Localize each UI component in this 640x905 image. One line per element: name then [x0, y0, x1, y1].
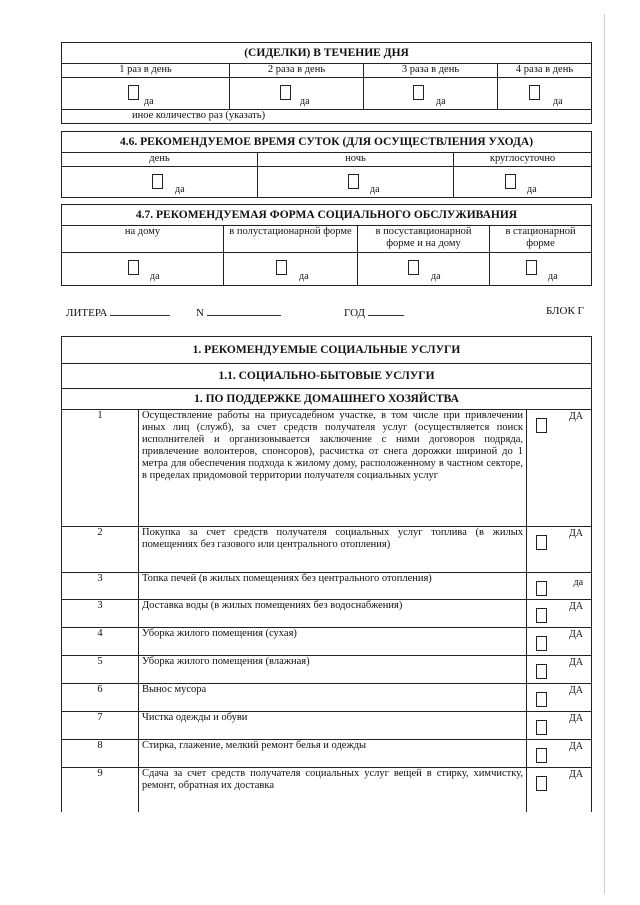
row-number: 1 — [62, 410, 139, 527]
yes-label: да — [573, 577, 584, 588]
yes-label: ДА — [568, 601, 584, 612]
time-table — [61, 131, 592, 198]
checkbox[interactable] — [128, 85, 139, 100]
yes-label: ДА — [568, 741, 584, 752]
care-cell-3 — [364, 78, 498, 110]
n-field — [196, 305, 281, 319]
checkbox[interactable] — [152, 174, 163, 189]
time-option-night: ночь — [258, 153, 454, 167]
checkbox[interactable] — [536, 636, 547, 651]
care-option-1: 1 раз в день — [62, 64, 230, 78]
yes-label: да — [300, 96, 310, 107]
block-label: БЛОК Г — [546, 305, 584, 317]
time-option-day: день — [62, 153, 258, 167]
checkbox[interactable] — [529, 85, 540, 100]
table-row — [62, 628, 592, 656]
row-number: 5 — [62, 656, 139, 684]
yes-label: ДА — [568, 629, 584, 640]
n-input[interactable] — [207, 305, 281, 316]
checkbox[interactable] — [536, 608, 547, 623]
checkbox[interactable] — [536, 418, 547, 433]
year-field — [344, 305, 404, 319]
row-check — [527, 573, 592, 600]
yes-label: да — [299, 271, 309, 282]
row-text: Осуществление работы на приусадебном участке, в том числе при привлечении иных лиц (служб), за счет средств получателя услуг (осуществляется поиск исполнителей и организовывается заключение с ними договоров подряда, привлечение волонтеров, спонсоров), расчистка от снега дорожки шириной до 1 метра для обеспечения подхода к жилому дому, расположенному в частном секторе, в пределах придомовой территории получателя социальных услуг — [139, 410, 527, 527]
checkbox[interactable] — [526, 260, 537, 275]
yes-label: ДА — [568, 685, 584, 696]
row-text: Топка печей (в жилых помещениях без центрального отопления) — [139, 573, 527, 600]
yes-label: да — [553, 96, 563, 107]
care-cell-4 — [498, 78, 592, 110]
table-row — [62, 768, 592, 813]
form-option-stationary: в стационарной форме — [490, 226, 592, 253]
page-edge-line — [604, 14, 605, 894]
row-check — [527, 740, 592, 768]
checkbox[interactable] — [536, 535, 547, 550]
row-number: 6 — [62, 684, 139, 712]
row-text: Вынос мусора — [139, 684, 527, 712]
litera-input[interactable] — [110, 305, 170, 316]
row-text: Уборка жилого помещения (сухая) — [139, 628, 527, 656]
care-option-3: 3 раза в день — [364, 64, 498, 78]
table-row — [62, 712, 592, 740]
row-check — [527, 684, 592, 712]
checkbox[interactable] — [413, 85, 424, 100]
services-heading-3: 1. ПО ПОДДЕРЖКЕ ДОМАШНЕГО ХОЗЯЙСТВА — [62, 389, 592, 410]
table-row — [62, 740, 592, 768]
care-cell-1 — [62, 78, 230, 110]
checkbox[interactable] — [408, 260, 419, 275]
checkbox[interactable] — [280, 85, 291, 100]
form-option-poststationary: в посуставционарной форме и на дому — [358, 226, 490, 253]
services-table — [61, 336, 592, 812]
checkbox[interactable] — [276, 260, 287, 275]
row-text: Доставка воды (в жилых помещениях без водоснабжения) — [139, 600, 527, 628]
care-option-4: 4 раза в день — [498, 64, 592, 78]
care-other: иное количество раз (указать) — [62, 110, 592, 124]
checkbox[interactable] — [536, 581, 547, 596]
row-check — [527, 712, 592, 740]
form-table — [61, 204, 592, 286]
form-title: 4.7. РЕКОМЕНДУЕМАЯ ФОРМА СОЦИАЛЬНОГО ОБСЛУЖИВАНИЯ — [62, 205, 592, 226]
row-number: 3 — [62, 573, 139, 600]
yes-label: да — [527, 184, 537, 195]
yes-label: да — [431, 271, 441, 282]
care-cell-2 — [230, 78, 364, 110]
time-cell-24h — [454, 167, 592, 198]
n-label: N — [196, 307, 204, 319]
form-cell-stationary — [490, 253, 592, 286]
row-check — [527, 628, 592, 656]
care-frequency-table — [61, 42, 592, 124]
services-heading-1: 1. РЕКОМЕНДУЕМЫЕ СОЦИАЛЬНЫЕ УСЛУГИ — [62, 337, 592, 364]
checkbox[interactable] — [536, 692, 547, 707]
litera-label: ЛИТЕРА — [66, 307, 108, 319]
table-row — [62, 527, 592, 573]
time-option-24h: круглосуточно — [454, 153, 592, 167]
row-check — [527, 527, 592, 573]
row-check — [527, 656, 592, 684]
form-cell-home — [62, 253, 224, 286]
yes-label: ДА — [568, 769, 584, 780]
checkbox[interactable] — [536, 776, 547, 791]
row-check — [527, 600, 592, 628]
care-title: (СИДЕЛКИ) В ТЕЧЕНИЕ ДНЯ — [62, 43, 592, 64]
table-row — [62, 656, 592, 684]
form-cell-poststationary — [358, 253, 490, 286]
checkbox[interactable] — [536, 720, 547, 735]
yes-label: ДА — [568, 657, 584, 668]
table-row — [62, 410, 592, 527]
year-label: ГОД — [344, 307, 365, 319]
table-row — [62, 573, 592, 600]
yes-label: да — [175, 184, 185, 195]
row-text: Чистка одежды и обуви — [139, 712, 527, 740]
checkbox[interactable] — [536, 664, 547, 679]
yes-label: да — [548, 271, 558, 282]
row-number: 3 — [62, 600, 139, 628]
yes-label: да — [370, 184, 380, 195]
row-number: 4 — [62, 628, 139, 656]
checkbox[interactable] — [536, 748, 547, 763]
yes-label: ДА — [568, 713, 584, 724]
time-title: 4.6. РЕКОМЕНДУЕМОЕ ВРЕМЯ СУТОК (ДЛЯ ОСУЩЕСТВЛЕНИЯ УХОДА) — [62, 132, 592, 153]
row-number: 2 — [62, 527, 139, 573]
form-option-semistationary: в полустационарной форме — [224, 226, 358, 253]
table-row — [62, 684, 592, 712]
litera-field — [66, 305, 170, 319]
form-cell-semistationary — [224, 253, 358, 286]
row-check — [527, 768, 592, 813]
row-number: 9 — [62, 768, 139, 813]
row-check — [527, 410, 592, 527]
year-input[interactable] — [368, 305, 404, 316]
checkbox[interactable] — [128, 260, 139, 275]
checkbox[interactable] — [348, 174, 359, 189]
time-cell-day — [62, 167, 258, 198]
row-text: Стирка, глажение, мелкий ремонт белья и одежды — [139, 740, 527, 768]
yes-label: да — [150, 271, 160, 282]
table-row — [62, 600, 592, 628]
care-option-2: 2 раза в день — [230, 64, 364, 78]
row-text: Покупка за счет средств получателя социальных услуг топлива (в жилых помещениях без газового или центрального отопления) — [139, 527, 527, 573]
row-number: 7 — [62, 712, 139, 740]
row-text: Сдача за счет средств получателя социальных услуг вещей в стирку, химчистку, ремонт, обратная их доставка — [139, 768, 527, 813]
row-text: Уборка жилого помещения (влажная) — [139, 656, 527, 684]
services-heading-2: 1.1. СОЦИАЛЬНО-БЫТОВЫЕ УСЛУГИ — [62, 364, 592, 389]
yes-label: да — [144, 96, 154, 107]
checkbox[interactable] — [505, 174, 516, 189]
yes-label: ДА — [568, 411, 584, 422]
row-number: 8 — [62, 740, 139, 768]
yes-label: ДА — [568, 528, 584, 539]
time-cell-night — [258, 167, 454, 198]
yes-label: да — [436, 96, 446, 107]
form-option-home: на дому — [62, 226, 224, 253]
